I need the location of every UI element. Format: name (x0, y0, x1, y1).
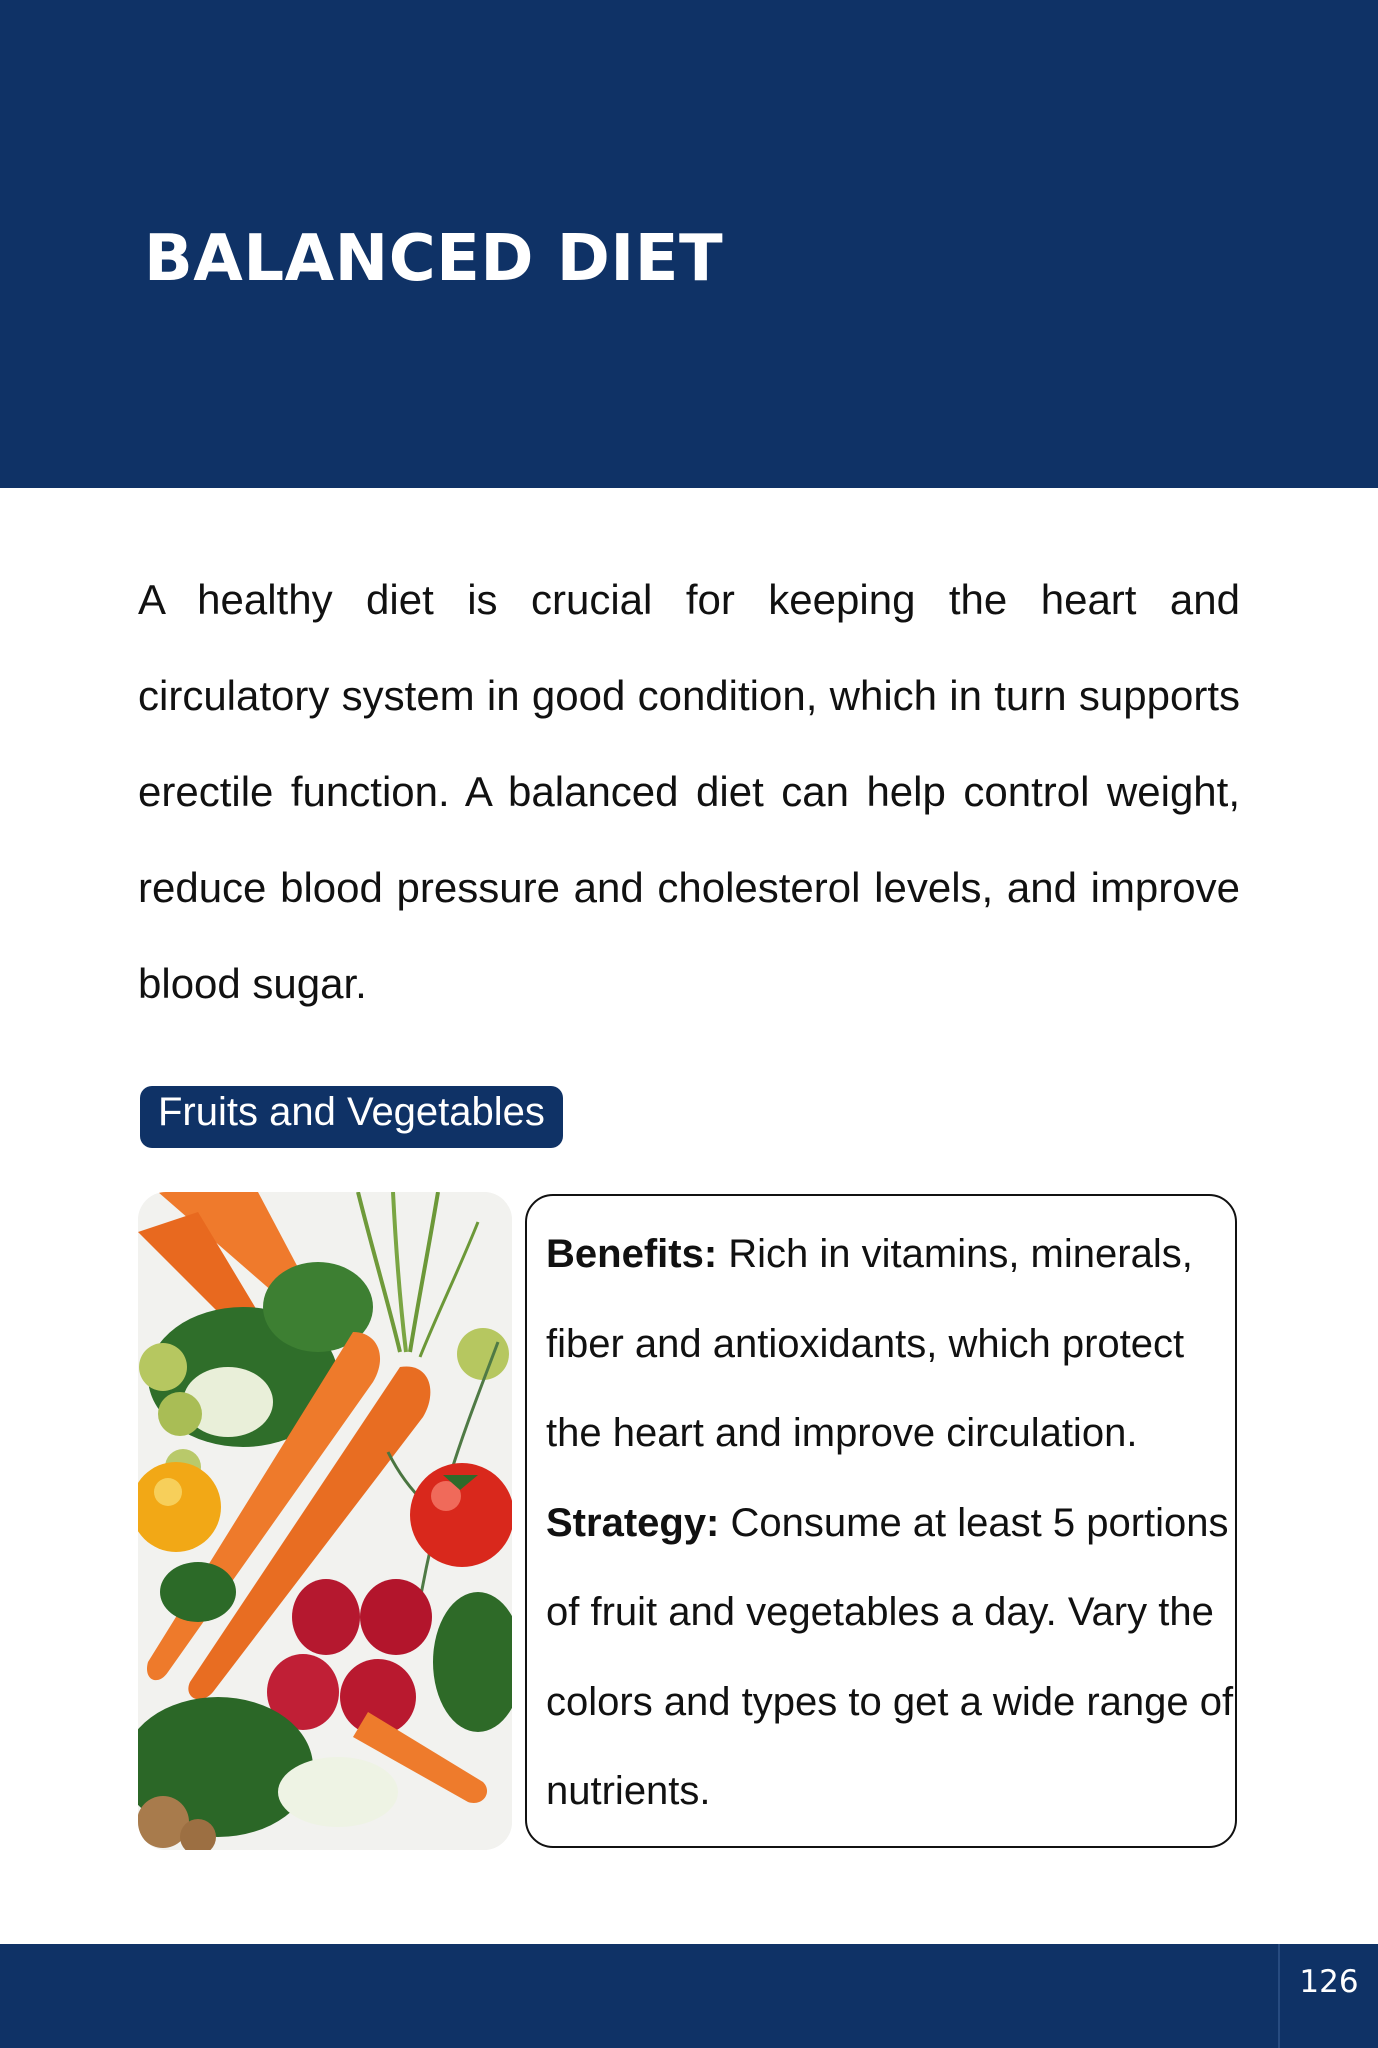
header-banner (0, 0, 1378, 488)
vegetables-photo (138, 1192, 512, 1850)
section-title-pill: Fruits and Vegetables (140, 1086, 563, 1148)
strategy-text: Consume at least 5 portions of fruit and vegetables a day. Vary the colors and types to get a wide range of nutrients. (546, 1500, 1234, 1813)
benefits-label: Benefits: (546, 1232, 718, 1276)
info-card-text (546, 1210, 1236, 1837)
intro-paragraph: A healthy diet is crucial for keeping the heart and circulatory system in good condition, which in turn supports erectile function. A balanced diet can help control weight, reduce blood pressure and cholesterol levels, and improve blood sugar. (138, 576, 1240, 1007)
page-number: 126 (1299, 1964, 1359, 2000)
benefits-text: Rich in vitamins, minerals, fiber and antioxidants, which protect the heart and improve circulation. (546, 1232, 1193, 1455)
page-title: BALANCED DIET (144, 222, 724, 296)
footer-bar (0, 1944, 1378, 2048)
strategy-label: Strategy: (546, 1500, 720, 1545)
info-card (525, 1194, 1237, 1848)
